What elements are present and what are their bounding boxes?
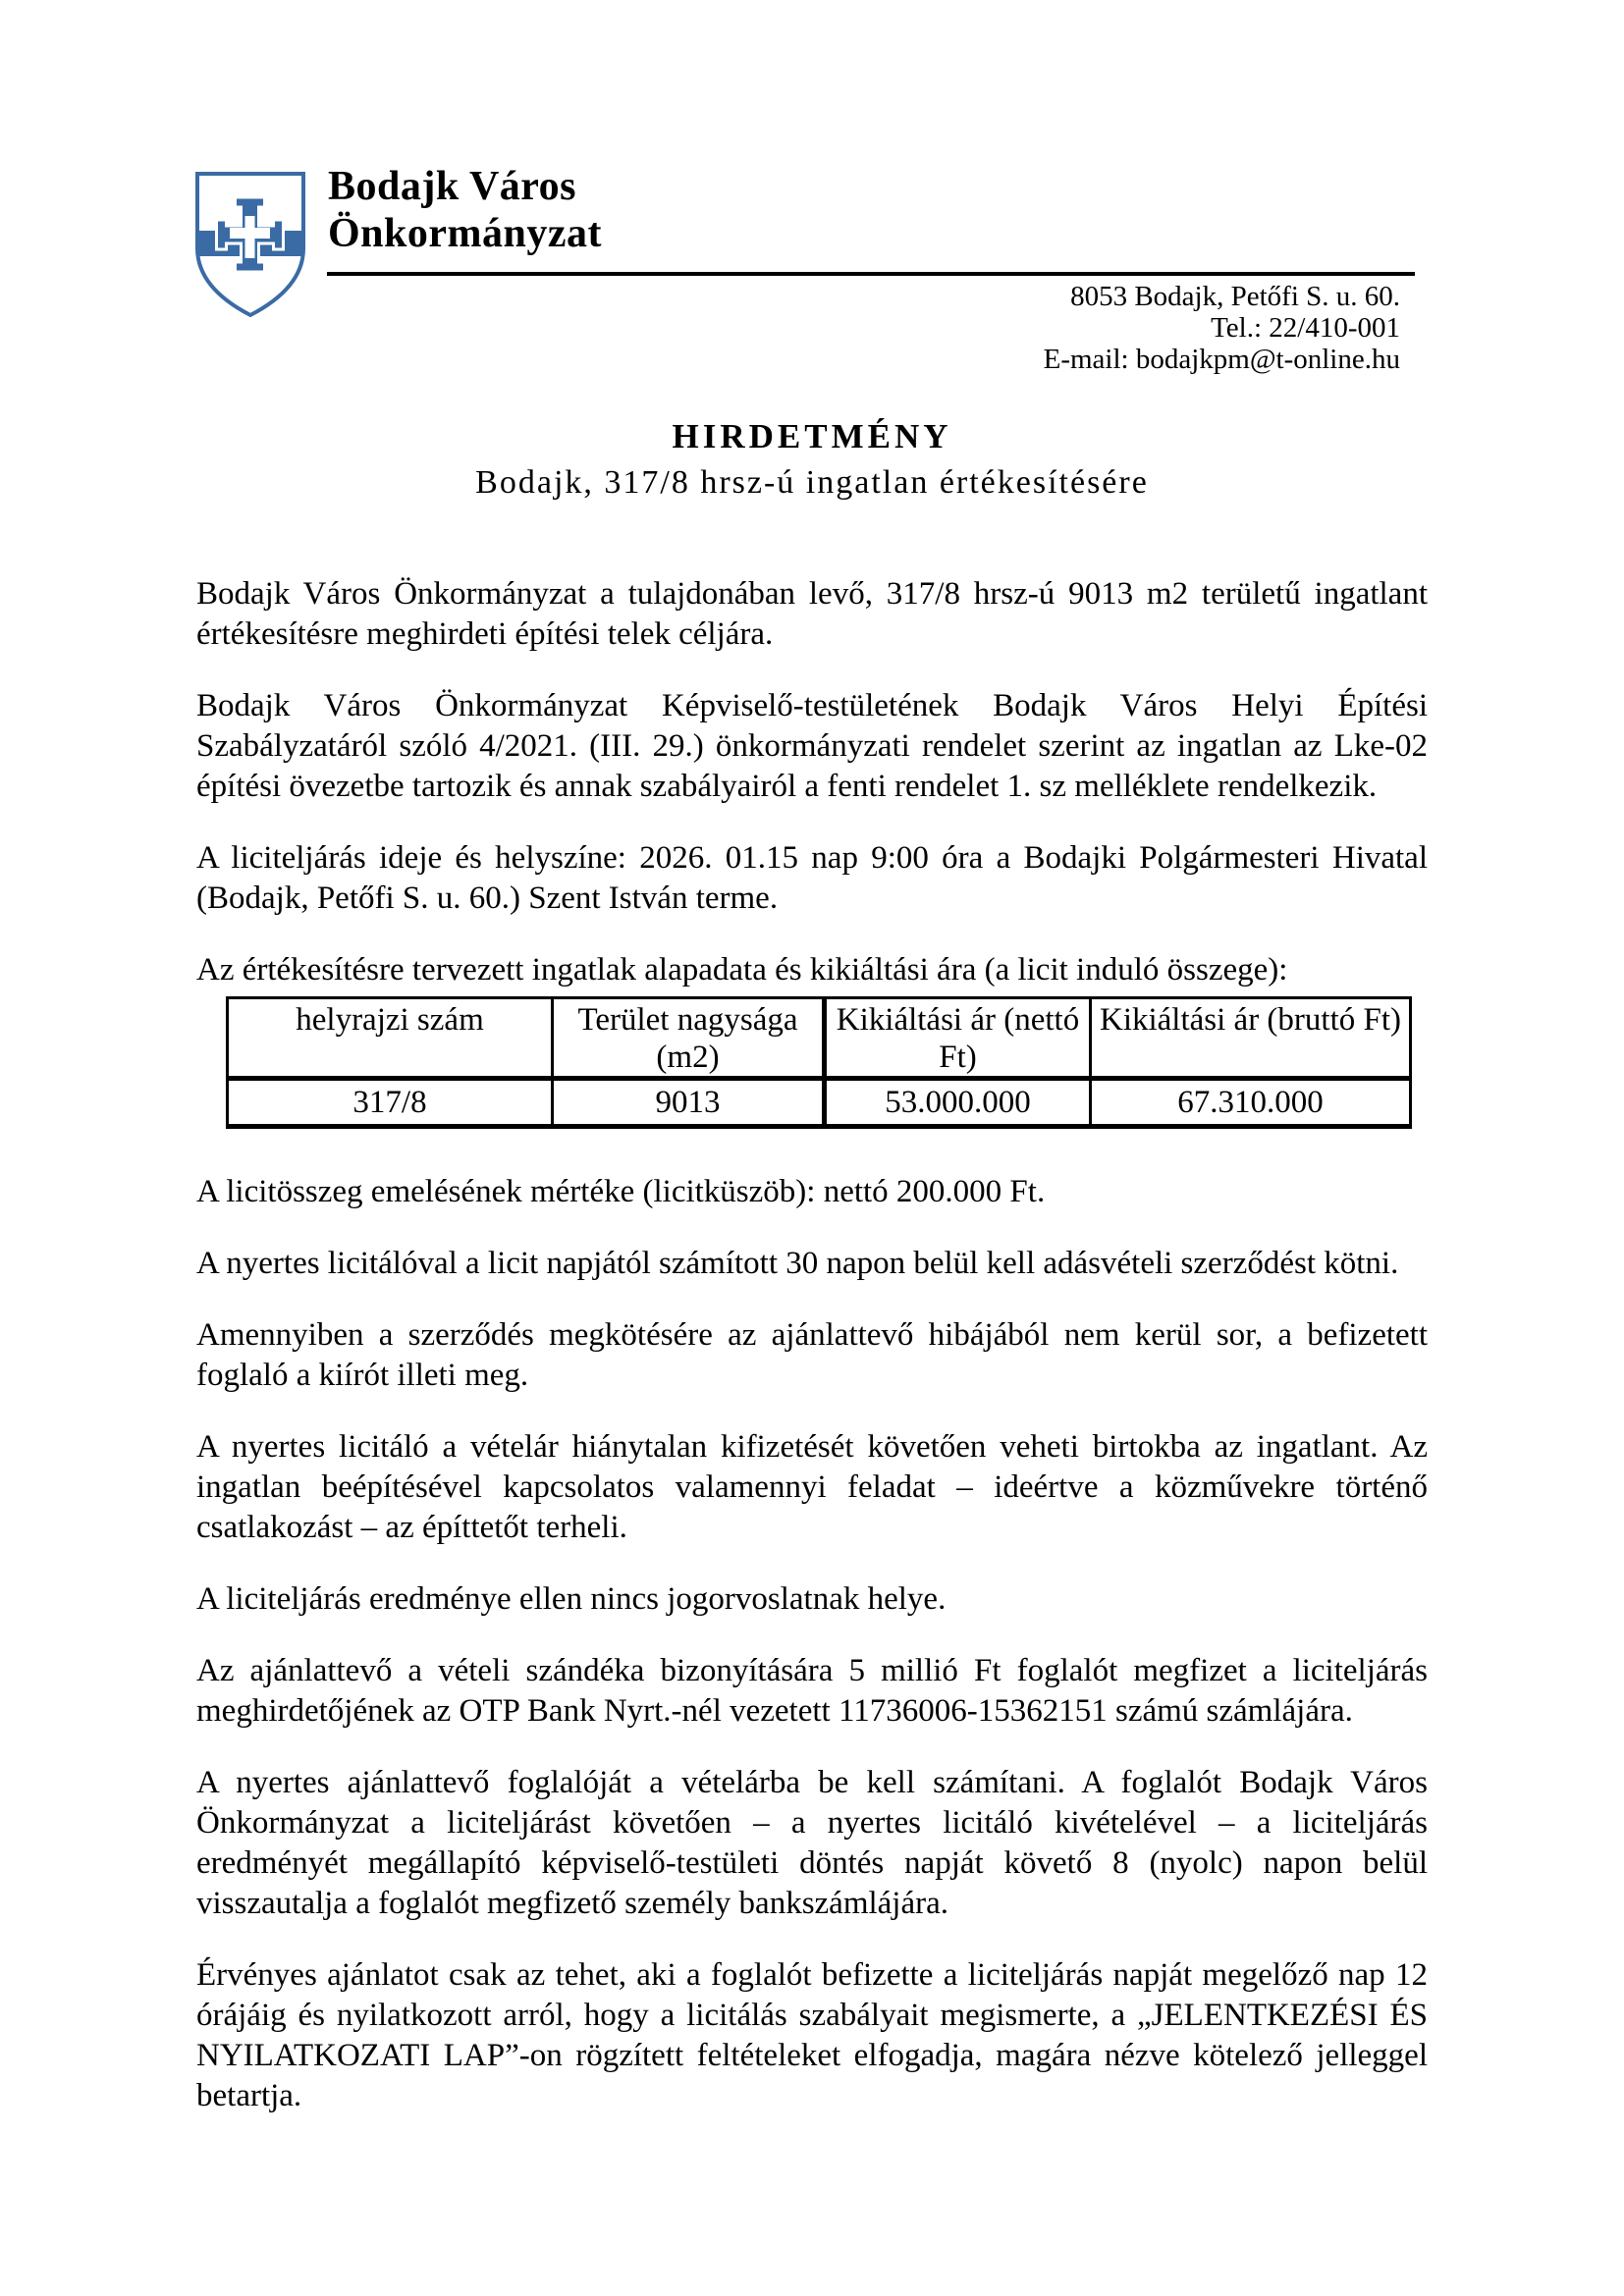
document-subtitle: Bodajk, 317/8 hrsz-ú ingatlan értékesítésére — [475, 464, 1149, 501]
document-body — [196, 574, 1428, 2148]
paragraph-zoning: Bodajk Város Önkormányzat Képviselő-testületének Bodajk Város Helyi Építési Szabályzatáról szóló 4/2021. (III. 29.) önkormányzati rendelet szerint az ingatlan az Lke-02 építési övezetbe tartozik és annak szabályairól a fenti rendelet 1. sz melléklete rendelkezik. — [196, 688, 1428, 804]
paragraph-auction-date: A liciteljárás ideje és helyszíne: 2026. 01.15 nap 9:00 óra a Bodajki Polgármesteri Hivatal (Bodajk, Petőfi S. u. 60.) Szent István terme. — [196, 840, 1428, 916]
municipality-shield-logo-icon — [193, 170, 307, 319]
org-name — [328, 163, 602, 257]
cell-gross-price: 67.310.000 — [1091, 1079, 1411, 1127]
paragraph-deposit-refund: A nyertes ajánlattevő foglalóját a vételárba be kell számítani. A foglalót Bodajk Város Önkormányzat a liciteljárást követően – a nyertes licitáló kivételével – a liciteljárás eredményét megállapító képviselő-testületi döntés napját követő 8 (nyolc) napon belül visszautalja a foglalót megfizető személy bankszámlájára. — [196, 1765, 1428, 1921]
paragraph-valid-offer: Érvényes ajánlatot csak az tehet, aki a foglalót befizette a liciteljárás napját megelőző nap 12 órájáig és nyilatkozott arról, hogy a licitálás szabályait megismerte, a „JELENTKEZÉSI ÉS NYILATKOZATI LAP”-on rögzített feltételeket elfogadja, magára nézve kötelező jelleggel betartja. — [196, 1957, 1428, 2113]
paragraph-deposit-payment: Az ajánlattevő a vételi szándéka bizonyítására 5 millió Ft foglalót megfizet a liciteljárás meghirdetőjének az OTP Bank Nyrt.-nél vezetett 11736006-15362151 számú számlájára. — [196, 1653, 1428, 1729]
cell-parcel-number: 317/8 — [228, 1079, 553, 1127]
title-block — [0, 416, 1624, 503]
paragraph-deposit-forfeit: Amennyiben a szerződés megkötésére az ajánlattevő hibájából nem kerül sor, a befizetett foglaló a kiírót illeti meg. — [196, 1317, 1428, 1393]
postal-address: 8053 Bodajk, Petőfi S. u. 60. — [1070, 281, 1400, 312]
org-name-line2: Önkormányzat — [328, 211, 602, 256]
paragraph-possession: A nyertes licitáló a vételár hiánytalan kifizetését követően veheti birtokba az ingatlant. Az ingatlan beépítésével kapcsolatos valamennyi feladat – ideértve a közművekre történő csatlakozást – az építtetőt terheli. — [196, 1429, 1428, 1545]
cell-net-price: 53.000.000 — [825, 1079, 1091, 1127]
paragraph-contract-deadline: A nyertes licitálóval a licit napjától számított 30 napon belül kell adásvételi szerződést kötni. — [196, 1246, 1399, 1281]
phone-number: Tel.: 22/410-001 — [1211, 312, 1400, 344]
cell-area: 9013 — [553, 1079, 825, 1127]
paragraph-no-appeal: A liciteljárás eredménye ellen nincs jogorvoslatnak helye. — [196, 1581, 947, 1617]
col-header-parcel-number: helyrajzi szám — [228, 998, 553, 1079]
contact-block — [1044, 281, 1400, 375]
property-price-table — [226, 996, 1412, 1129]
table-header-row — [228, 998, 1411, 1079]
col-header-gross-price: Kikiáltási ár (bruttó Ft) — [1091, 998, 1411, 1079]
org-name-line1: Bodajk Város — [328, 164, 577, 209]
paragraph-bid-increment: A licitösszeg emelésének mértéke (licitküszöb): nettó 200.000 Ft. — [196, 1174, 1046, 1209]
document-title: HIRDETMÉNY — [672, 417, 952, 455]
col-header-net-price: Kikiáltási ár (nettó Ft) — [825, 998, 1091, 1079]
email-address: E-mail: bodajkpm@t-online.hu — [1043, 344, 1400, 375]
paragraph-intro: Bodajk Város Önkormányzat a tulajdonában levő, 317/8 hrsz-ú 9013 m2 területű ingatlant értékesítésre meghirdeti építési telek céljára. — [196, 576, 1428, 652]
col-header-area: Terület nagysága (m2) — [553, 998, 825, 1079]
header-divider-rule — [327, 272, 1415, 276]
paragraph-table-lead: Az értékesítésre tervezett ingatlak alapadata és kikiáltási ára (a licit induló összege): — [196, 952, 1288, 988]
table-row — [228, 1079, 1411, 1127]
